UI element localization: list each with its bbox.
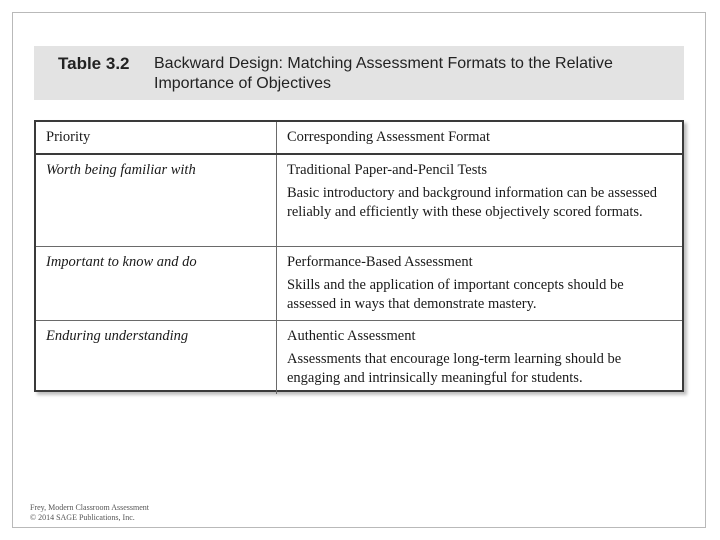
format-title: Performance-Based Assessment bbox=[287, 253, 473, 270]
table-number-label: Table 3.2 bbox=[58, 54, 130, 73]
table-title-bar bbox=[34, 46, 684, 100]
format-description: Assessments that encourage long-term learning should be engaging and intrinsically meaningful for students. bbox=[287, 350, 622, 386]
format-title: Traditional Paper-and-Pencil Tests bbox=[287, 162, 488, 178]
footer-credit bbox=[30, 503, 149, 523]
table-row bbox=[36, 320, 682, 394]
format-description: Basic introductory and background information can be assessed reliably and efficiently with these objectively scored formats. bbox=[287, 185, 658, 220]
footer-copyright: © 2014 SAGE Publications, Inc. bbox=[30, 513, 135, 522]
table-title-line-1: Backward Design: Matching Assessment Formats to the Relative bbox=[154, 55, 613, 72]
footer-source: Frey, Modern Classroom Assessment bbox=[30, 503, 150, 512]
table-title-line-2: Importance of Objectives bbox=[154, 75, 331, 92]
format-cell bbox=[277, 154, 683, 246]
priority-cell: Important to know and do bbox=[36, 246, 277, 320]
assessment-table bbox=[34, 120, 684, 392]
table-header-row bbox=[36, 122, 682, 154]
table-title bbox=[154, 54, 674, 94]
format-title: Authentic Assessment bbox=[287, 327, 416, 344]
priority-cell: Enduring understanding bbox=[36, 320, 277, 394]
format-cell bbox=[277, 320, 683, 394]
priority-cell: Worth being familiar with bbox=[36, 154, 277, 246]
format-description: Skills and the application of important concepts should be assessed in ways that demonstrate mastery. bbox=[287, 276, 624, 312]
header-priority: Priority bbox=[36, 122, 277, 154]
table-row bbox=[36, 246, 682, 320]
format-cell bbox=[277, 246, 683, 320]
header-assessment-format: Corresponding Assessment Format bbox=[277, 122, 683, 154]
table-row bbox=[36, 154, 682, 246]
